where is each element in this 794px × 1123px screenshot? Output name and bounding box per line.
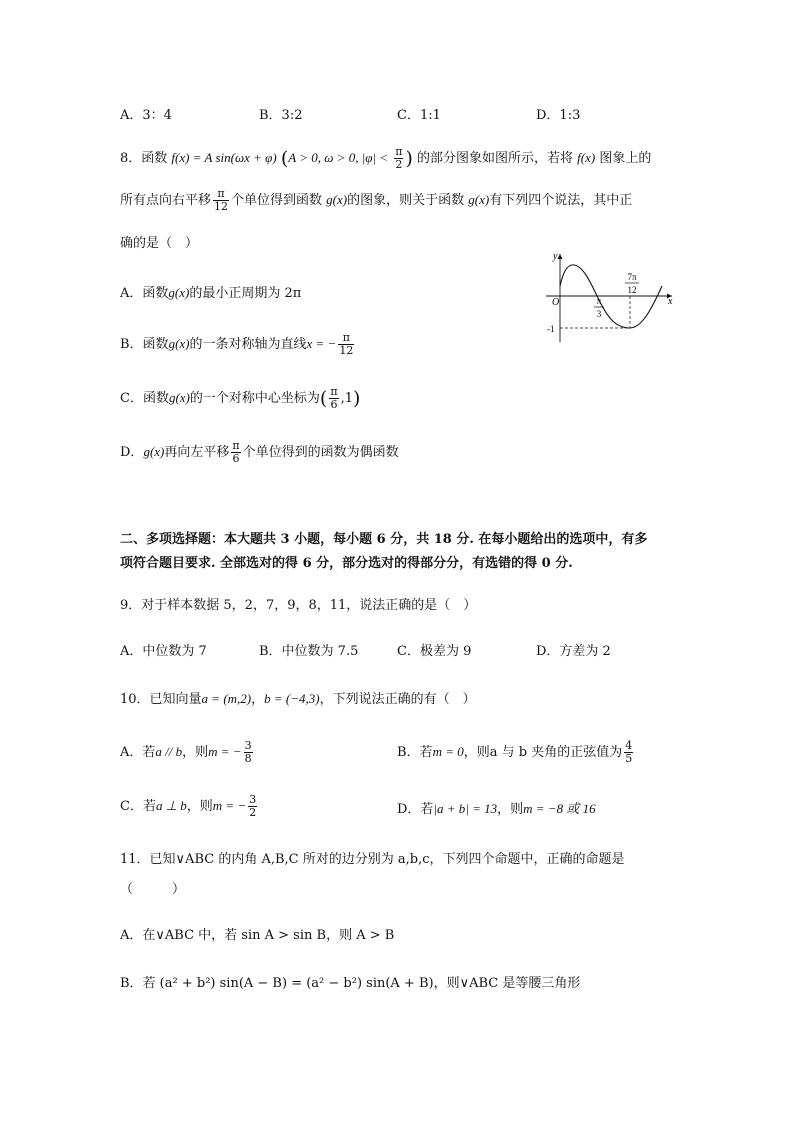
q8-sine-graph [540,246,680,346]
q8-option-a: A．函数g(x)的最小正周期为 2π [120,285,302,301]
q10-option-a: A．若a // b，则m = − $\frac{3}{8}$ [120,739,252,765]
x-axis-label: x [668,296,673,307]
q7-option-b: B．3:2 [259,108,303,123]
q8-stem-line1: 8．函数 f(x) = A sin(ωx + φ) (A > 0, ω > 0, |φ| < $\frac{\pi}{2}$ ) 的部分图象如图所示，若将 f(x) 图象上的 [120,145,652,171]
q10-option-d: D．若|a + b| = 13，则m = −8 或 16 [397,801,596,817]
y-axis-label: y [553,251,558,262]
q8-frac-pi-2: $\frac{\pi}{2}$ [395,145,403,171]
y-axis-arrow [558,254,563,259]
origin-label: O [552,297,560,308]
tick-7pi-12-den: 12 [627,285,637,295]
q9-option-a: A．中位数为 7 [120,644,207,659]
q10-option-c: C．若a ⊥ b，则m = − $\frac{3}{2}$ [120,793,257,819]
section2-line2: 项符合题目要求. 全部选对的得 6 分，部分选对的得部分分，有选错的得 0 分. [120,556,573,571]
q9-stem: 9．对于样本数据 5，2，7，9，8，11，说法正确的是（ ） [120,598,477,613]
q10-option-b: B．若m = 0，则a 与 b 夹角的正弦值为 $\frac{4}{5}$ [397,739,633,765]
tick-7pi-12-num: 7π [627,272,637,282]
neg-one-label: -1 [547,324,555,334]
tick-pi-3-den: 3 [596,309,602,319]
q8-option-d: D．g(x)再向左平移 $\frac{\pi}{6}$ 个单位得到的函数为偶函数 [120,439,399,465]
q10-stem: 10．已知向量a = (m,2)，b = (−4,3)，下列说法正确的有（ ） [120,691,476,707]
q11-stem: 11．已知∨ABC 的内角 A,B,C 所对的边分别为 a,b,c，下列四个命题中，正确的命题是 [120,852,625,867]
q7-option-c: C．1:1 [397,108,441,123]
tick-pi-3-num: π [596,296,602,306]
q8-stem-line2: 所有点向右平移 $\frac{\pi}{12}$ 个单位得到函数 g(x)的图象，则关于函数 g(x)有下列四个说法，其中正 [120,187,633,213]
q7-option-a: A．3：4 [120,108,172,123]
q7-option-d: D．1:3 [536,108,581,123]
q11-option-a: A．在∨ABC 中，若 sin A > sin B，则 A > B [120,928,395,943]
q9-option-c: C．极差为 9 [397,644,472,659]
q9-option-d: D．方差为 2 [536,644,611,659]
section2-line1: 二、多项选择题：本大题共 3 小题，每小题 6 分，共 18 分. 在每小题给出的选项中，有多 [120,532,648,547]
q8-stem-line3: 确的是（ ） [120,236,199,251]
q8-frac-pi-12: $\frac{\pi}{12}$ [214,187,229,213]
q8-option-b: B．函数g(x)的一条对称轴为直线x = − $\frac{\pi}{12}$ [120,331,354,357]
q11-option-b: B．若 (a² + b²) sin(A − B) = (a² − b²) sin(A + B)，则∨ABC 是等腰三角形 [120,976,581,991]
q9-option-b: B．中位数为 7.5 [259,644,359,659]
q8-option-c: C．函数g(x)的一个对称中心坐标为( $\frac{\pi}{6}$ ,1) [120,385,361,411]
q11-paren: （ ） [120,882,186,897]
